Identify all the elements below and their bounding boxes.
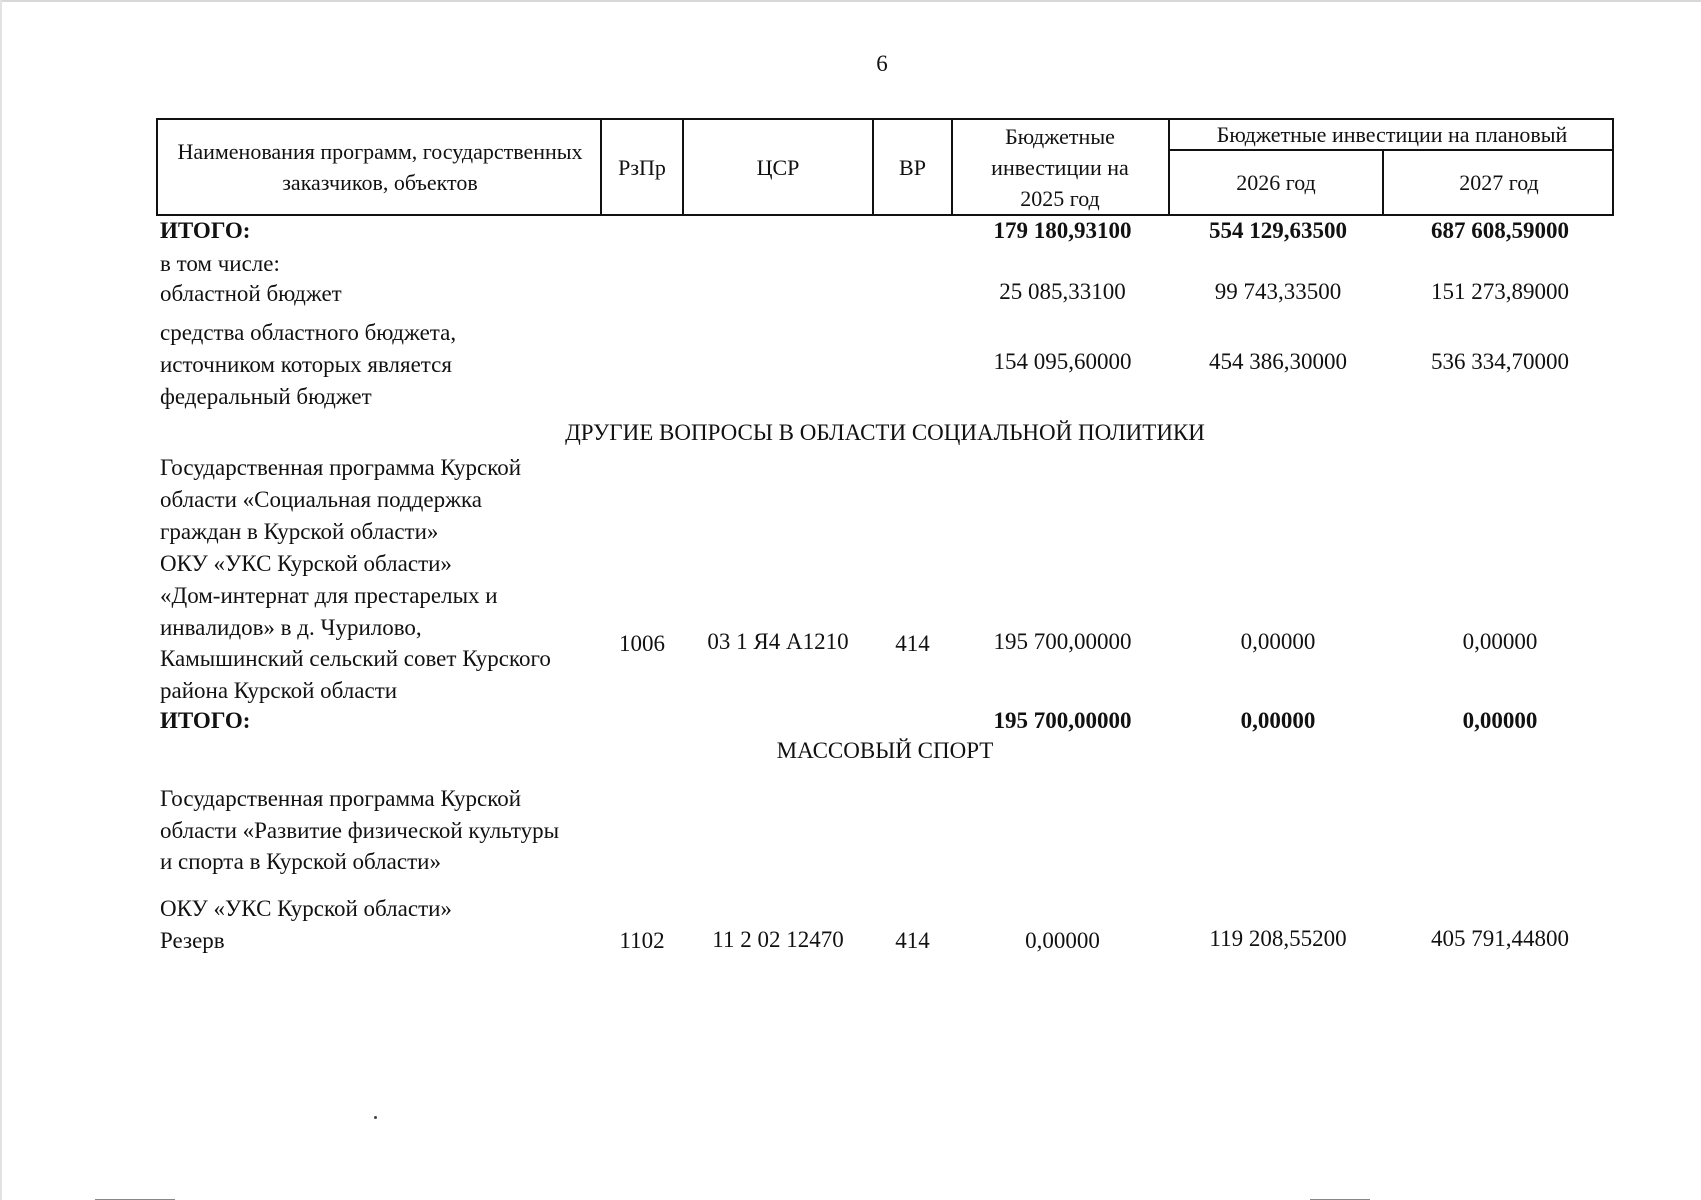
prog-social-line4: ОКУ «УКС Курской области» <box>160 551 452 576</box>
total1-2025: 179 180,93100 <box>993 218 1132 243</box>
regional-label: областной бюджет <box>160 281 342 306</box>
prog-social-line1: Государственная программа Курской <box>160 455 522 480</box>
header-name: Наименования программ, государственных заказчиков, объектов <box>177 139 583 195</box>
total2-2025: 195 700,00000 <box>993 708 1132 733</box>
prog-social-2026: 0,00000 <box>1240 629 1316 654</box>
regional-2027: 151 273,89000 <box>1431 279 1569 304</box>
header-2026: 2026 год <box>1236 170 1316 195</box>
prog-social-2025: 195 700,00000 <box>993 629 1132 654</box>
header-rzpr: РзПр <box>618 154 666 180</box>
federal-2025: 154 095,60000 <box>993 349 1132 374</box>
section-social-title: ДРУГИЕ ВОПРОСЫ В ОБЛАСТИ СОЦИАЛЬНОЙ ПОЛИТИКИ <box>565 420 1205 445</box>
prog-sport-line1: Государственная программа Курской <box>160 786 522 811</box>
reserve-2026: 119 208,55200 <box>1209 926 1347 951</box>
prog-social-line7: Камышинский сельский совет Курского <box>160 646 551 671</box>
prog-sport-line2: области «Развитие физической культуры <box>160 818 560 843</box>
prog-social-2027: 0,00000 <box>1462 629 1538 654</box>
federal-line3: федеральный бюджет <box>160 384 372 409</box>
prog-social-line5: «Дом-интернат для престарелых и <box>160 583 498 608</box>
scan-edge-left <box>0 0 2 1200</box>
federal-2026: 454 386,30000 <box>1209 349 1347 374</box>
federal-line1: средства областного бюджета, <box>160 320 457 345</box>
reserve-line1: ОКУ «УКС Курской области» <box>160 896 452 921</box>
reserve-2027: 405 791,44800 <box>1431 926 1569 951</box>
page-number: 6 <box>876 51 888 76</box>
header-csr: ЦСР <box>756 154 800 180</box>
header-planned-group: Бюджетные инвестиции на плановый <box>1216 122 1568 147</box>
prog-social-vr: 414 <box>895 631 930 656</box>
total2-label: ИТОГО: <box>160 708 251 733</box>
prog-social-line6: инвалидов» в д. Чурилово, <box>160 615 422 640</box>
section-sport-title: МАССОВЫЙ СПОРТ <box>776 738 994 763</box>
federal-line2: источником которых является <box>160 352 452 377</box>
header-vr: ВР <box>899 154 926 180</box>
reserve-vr: 414 <box>895 928 930 953</box>
incl-label: в том числе: <box>160 251 280 276</box>
total1-label: ИТОГО: <box>160 218 251 243</box>
reserve-csr: 11 2 02 12470 <box>712 927 844 952</box>
reserve-rzpr: 1102 <box>619 928 665 953</box>
header-2027: 2027 год <box>1459 170 1539 195</box>
prog-social-rzpr: 1006 <box>619 631 665 656</box>
scan-edge-top <box>0 0 1701 2</box>
scan-speck <box>374 1116 377 1119</box>
federal-2027: 536 334,70000 <box>1431 349 1569 374</box>
prog-social-line3: граждан в Курской области» <box>160 519 439 544</box>
prog-sport-line3: и спорта в Курской области» <box>160 849 441 874</box>
regional-2026: 99 743,33500 <box>1214 279 1342 304</box>
regional-2025: 25 085,33100 <box>999 279 1126 304</box>
total1-2026: 554 129,63500 <box>1209 218 1347 243</box>
reserve-2025: 0,00000 <box>1025 928 1100 953</box>
header-divider-4 <box>951 118 953 216</box>
total1-2027: 687 608,59000 <box>1431 218 1569 243</box>
header-invest-2025: Бюджетные инвестиции на 2025 год <box>991 123 1129 211</box>
reserve-line2: Резерв <box>160 928 225 953</box>
prog-social-line8: района Курской области <box>160 678 398 703</box>
prog-social-csr: 03 1 Я4 А1210 <box>707 629 849 654</box>
prog-social-line2: области «Социальная поддержка <box>160 487 482 512</box>
total2-2027: 0,00000 <box>1462 708 1538 733</box>
total2-2026: 0,00000 <box>1240 708 1316 733</box>
